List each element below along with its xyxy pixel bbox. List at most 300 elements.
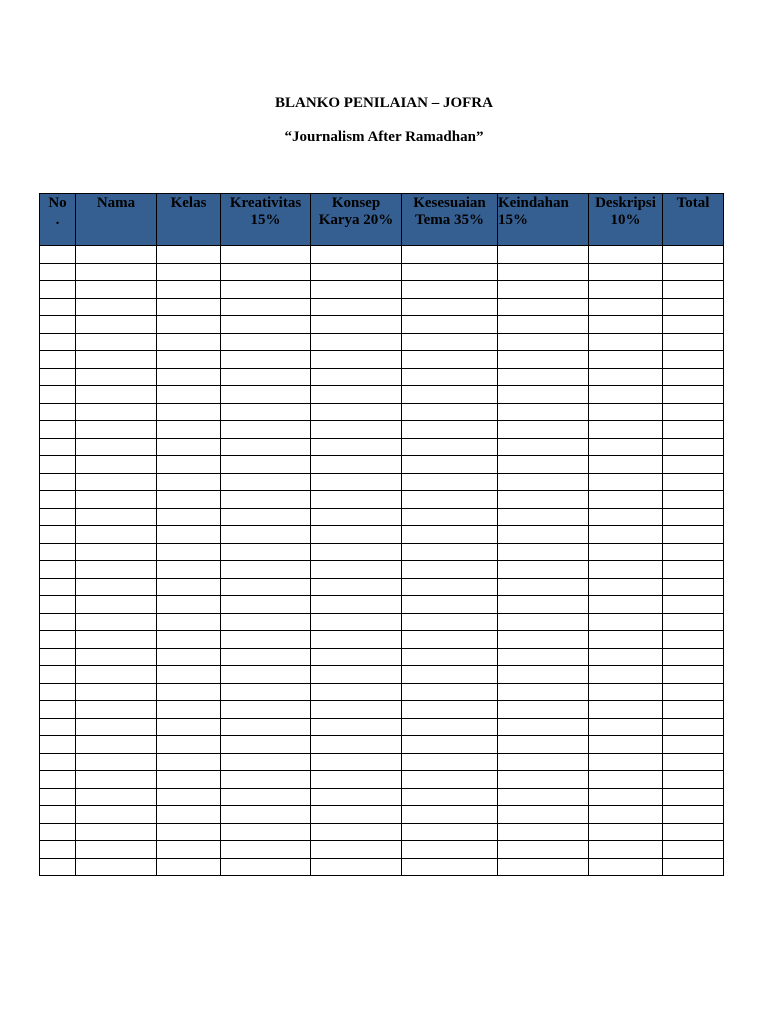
- table-cell[interactable]: [157, 368, 221, 386]
- table-cell[interactable]: [157, 263, 221, 281]
- table-cell[interactable]: [157, 771, 221, 789]
- table-cell[interactable]: [76, 368, 157, 386]
- table-cell[interactable]: [221, 771, 311, 789]
- table-cell[interactable]: [157, 578, 221, 596]
- table-cell[interactable]: [498, 333, 589, 351]
- table-cell[interactable]: [402, 421, 498, 439]
- table-cell[interactable]: [402, 386, 498, 404]
- table-cell[interactable]: [402, 648, 498, 666]
- table-cell[interactable]: [221, 596, 311, 614]
- table-cell[interactable]: [221, 823, 311, 841]
- table-cell[interactable]: [402, 456, 498, 474]
- table-cell[interactable]: [157, 596, 221, 614]
- table-cell[interactable]: [498, 806, 589, 824]
- table-cell[interactable]: [589, 298, 663, 316]
- table-cell[interactable]: [498, 718, 589, 736]
- table-cell[interactable]: [221, 701, 311, 719]
- table-cell[interactable]: [76, 543, 157, 561]
- table-cell[interactable]: [589, 263, 663, 281]
- table-cell[interactable]: [311, 596, 402, 614]
- table-cell[interactable]: [157, 421, 221, 439]
- table-cell[interactable]: [311, 613, 402, 631]
- table-cell[interactable]: [402, 753, 498, 771]
- table-cell[interactable]: [402, 596, 498, 614]
- table-cell[interactable]: [76, 578, 157, 596]
- table-cell[interactable]: [311, 753, 402, 771]
- table-cell[interactable]: [589, 666, 663, 684]
- table-cell[interactable]: [40, 473, 76, 491]
- table-cell[interactable]: [589, 543, 663, 561]
- table-cell[interactable]: [663, 403, 724, 421]
- table-cell[interactable]: [311, 526, 402, 544]
- table-cell[interactable]: [311, 648, 402, 666]
- table-cell[interactable]: [589, 526, 663, 544]
- table-cell[interactable]: [221, 736, 311, 754]
- table-cell[interactable]: [311, 351, 402, 369]
- table-cell[interactable]: [76, 736, 157, 754]
- table-cell[interactable]: [402, 473, 498, 491]
- table-cell[interactable]: [663, 788, 724, 806]
- table-cell[interactable]: [221, 351, 311, 369]
- table-cell[interactable]: [402, 438, 498, 456]
- table-cell[interactable]: [76, 753, 157, 771]
- table-cell[interactable]: [589, 316, 663, 334]
- table-cell[interactable]: [76, 351, 157, 369]
- table-cell[interactable]: [402, 316, 498, 334]
- table-cell[interactable]: [402, 508, 498, 526]
- table-cell[interactable]: [221, 473, 311, 491]
- table-cell[interactable]: [221, 368, 311, 386]
- table-cell[interactable]: [663, 543, 724, 561]
- table-cell[interactable]: [76, 456, 157, 474]
- table-cell[interactable]: [663, 316, 724, 334]
- table-cell[interactable]: [221, 841, 311, 859]
- table-cell[interactable]: [221, 263, 311, 281]
- table-cell[interactable]: [40, 456, 76, 474]
- table-cell[interactable]: [311, 246, 402, 264]
- table-cell[interactable]: [311, 263, 402, 281]
- table-cell[interactable]: [498, 351, 589, 369]
- table-cell[interactable]: [402, 858, 498, 876]
- table-cell[interactable]: [311, 368, 402, 386]
- table-cell[interactable]: [157, 788, 221, 806]
- table-cell[interactable]: [311, 386, 402, 404]
- table-cell[interactable]: [40, 648, 76, 666]
- table-cell[interactable]: [498, 701, 589, 719]
- table-cell[interactable]: [311, 578, 402, 596]
- table-cell[interactable]: [402, 281, 498, 299]
- table-cell[interactable]: [663, 386, 724, 404]
- table-cell[interactable]: [157, 403, 221, 421]
- table-cell[interactable]: [221, 421, 311, 439]
- table-cell[interactable]: [76, 858, 157, 876]
- table-cell[interactable]: [40, 736, 76, 754]
- table-cell[interactable]: [311, 771, 402, 789]
- table-cell[interactable]: [221, 666, 311, 684]
- table-cell[interactable]: [663, 806, 724, 824]
- table-cell[interactable]: [311, 701, 402, 719]
- table-cell[interactable]: [76, 718, 157, 736]
- table-cell[interactable]: [663, 456, 724, 474]
- table-cell[interactable]: [402, 333, 498, 351]
- table-cell[interactable]: [40, 631, 76, 649]
- table-cell[interactable]: [157, 543, 221, 561]
- table-cell[interactable]: [157, 736, 221, 754]
- table-cell[interactable]: [157, 753, 221, 771]
- table-cell[interactable]: [76, 473, 157, 491]
- table-cell[interactable]: [157, 858, 221, 876]
- table-cell[interactable]: [663, 578, 724, 596]
- table-cell[interactable]: [663, 613, 724, 631]
- table-cell[interactable]: [76, 316, 157, 334]
- table-cell[interactable]: [498, 421, 589, 439]
- table-cell[interactable]: [663, 298, 724, 316]
- table-cell[interactable]: [40, 526, 76, 544]
- table-cell[interactable]: [40, 421, 76, 439]
- table-cell[interactable]: [76, 281, 157, 299]
- table-cell[interactable]: [498, 648, 589, 666]
- table-cell[interactable]: [221, 578, 311, 596]
- table-cell[interactable]: [311, 736, 402, 754]
- table-cell[interactable]: [498, 753, 589, 771]
- table-cell[interactable]: [589, 456, 663, 474]
- table-cell[interactable]: [76, 526, 157, 544]
- table-cell[interactable]: [402, 736, 498, 754]
- table-cell[interactable]: [589, 491, 663, 509]
- table-cell[interactable]: [40, 298, 76, 316]
- table-cell[interactable]: [311, 858, 402, 876]
- table-cell[interactable]: [76, 246, 157, 264]
- table-cell[interactable]: [663, 368, 724, 386]
- table-cell[interactable]: [40, 263, 76, 281]
- table-cell[interactable]: [498, 263, 589, 281]
- table-cell[interactable]: [663, 491, 724, 509]
- table-cell[interactable]: [589, 508, 663, 526]
- table-cell[interactable]: [221, 491, 311, 509]
- table-cell[interactable]: [311, 316, 402, 334]
- table-cell[interactable]: [498, 841, 589, 859]
- table-cell[interactable]: [76, 333, 157, 351]
- table-cell[interactable]: [663, 631, 724, 649]
- table-cell[interactable]: [40, 403, 76, 421]
- table-cell[interactable]: [498, 438, 589, 456]
- table-cell[interactable]: [76, 683, 157, 701]
- table-cell[interactable]: [221, 806, 311, 824]
- table-cell[interactable]: [221, 316, 311, 334]
- table-cell[interactable]: [498, 823, 589, 841]
- table-cell[interactable]: [498, 771, 589, 789]
- table-cell[interactable]: [498, 596, 589, 614]
- table-cell[interactable]: [311, 456, 402, 474]
- table-cell[interactable]: [663, 561, 724, 579]
- table-cell[interactable]: [402, 263, 498, 281]
- table-cell[interactable]: [40, 806, 76, 824]
- table-cell[interactable]: [311, 561, 402, 579]
- table-cell[interactable]: [663, 736, 724, 754]
- table-cell[interactable]: [402, 631, 498, 649]
- table-cell[interactable]: [402, 298, 498, 316]
- table-cell[interactable]: [76, 631, 157, 649]
- table-cell[interactable]: [663, 701, 724, 719]
- table-cell[interactable]: [589, 473, 663, 491]
- table-cell[interactable]: [589, 858, 663, 876]
- table-cell[interactable]: [221, 508, 311, 526]
- table-cell[interactable]: [157, 701, 221, 719]
- table-cell[interactable]: [311, 631, 402, 649]
- table-cell[interactable]: [157, 316, 221, 334]
- table-cell[interactable]: [589, 281, 663, 299]
- table-cell[interactable]: [221, 543, 311, 561]
- table-cell[interactable]: [402, 683, 498, 701]
- table-cell[interactable]: [498, 298, 589, 316]
- table-cell[interactable]: [663, 438, 724, 456]
- table-cell[interactable]: [402, 246, 498, 264]
- table-cell[interactable]: [402, 823, 498, 841]
- table-cell[interactable]: [311, 491, 402, 509]
- table-cell[interactable]: [40, 718, 76, 736]
- table-cell[interactable]: [311, 823, 402, 841]
- table-cell[interactable]: [157, 473, 221, 491]
- table-cell[interactable]: [663, 648, 724, 666]
- table-cell[interactable]: [498, 246, 589, 264]
- table-cell[interactable]: [157, 561, 221, 579]
- table-cell[interactable]: [311, 543, 402, 561]
- table-cell[interactable]: [498, 736, 589, 754]
- table-cell[interactable]: [76, 561, 157, 579]
- table-cell[interactable]: [76, 841, 157, 859]
- table-cell[interactable]: [589, 788, 663, 806]
- table-cell[interactable]: [498, 491, 589, 509]
- table-cell[interactable]: [157, 526, 221, 544]
- table-cell[interactable]: [221, 631, 311, 649]
- table-cell[interactable]: [221, 298, 311, 316]
- table-cell[interactable]: [589, 771, 663, 789]
- table-cell[interactable]: [311, 298, 402, 316]
- table-cell[interactable]: [40, 596, 76, 614]
- table-cell[interactable]: [402, 771, 498, 789]
- table-cell[interactable]: [663, 841, 724, 859]
- table-cell[interactable]: [589, 333, 663, 351]
- table-cell[interactable]: [76, 613, 157, 631]
- table-cell[interactable]: [76, 666, 157, 684]
- table-cell[interactable]: [157, 281, 221, 299]
- table-cell[interactable]: [663, 823, 724, 841]
- table-cell[interactable]: [40, 578, 76, 596]
- table-cell[interactable]: [157, 806, 221, 824]
- table-cell[interactable]: [498, 526, 589, 544]
- table-cell[interactable]: [402, 613, 498, 631]
- table-cell[interactable]: [76, 298, 157, 316]
- table-cell[interactable]: [498, 316, 589, 334]
- table-cell[interactable]: [157, 718, 221, 736]
- table-cell[interactable]: [157, 666, 221, 684]
- table-cell[interactable]: [402, 666, 498, 684]
- table-cell[interactable]: [589, 841, 663, 859]
- table-cell[interactable]: [663, 351, 724, 369]
- table-cell[interactable]: [402, 841, 498, 859]
- table-cell[interactable]: [663, 858, 724, 876]
- table-cell[interactable]: [157, 648, 221, 666]
- table-cell[interactable]: [157, 298, 221, 316]
- table-cell[interactable]: [311, 841, 402, 859]
- table-cell[interactable]: [498, 543, 589, 561]
- table-cell[interactable]: [402, 561, 498, 579]
- table-cell[interactable]: [498, 631, 589, 649]
- table-cell[interactable]: [498, 456, 589, 474]
- table-cell[interactable]: [311, 473, 402, 491]
- table-cell[interactable]: [221, 753, 311, 771]
- table-cell[interactable]: [498, 473, 589, 491]
- table-cell[interactable]: [221, 858, 311, 876]
- table-cell[interactable]: [589, 631, 663, 649]
- table-cell[interactable]: [40, 701, 76, 719]
- table-cell[interactable]: [311, 718, 402, 736]
- table-cell[interactable]: [589, 421, 663, 439]
- table-cell[interactable]: [663, 683, 724, 701]
- table-cell[interactable]: [402, 491, 498, 509]
- table-cell[interactable]: [76, 771, 157, 789]
- table-cell[interactable]: [40, 316, 76, 334]
- table-cell[interactable]: [663, 718, 724, 736]
- table-cell[interactable]: [663, 473, 724, 491]
- table-cell[interactable]: [40, 508, 76, 526]
- table-cell[interactable]: [40, 753, 76, 771]
- table-cell[interactable]: [589, 806, 663, 824]
- table-cell[interactable]: [402, 578, 498, 596]
- table-cell[interactable]: [157, 456, 221, 474]
- table-cell[interactable]: [589, 683, 663, 701]
- table-cell[interactable]: [157, 438, 221, 456]
- table-cell[interactable]: [157, 823, 221, 841]
- table-cell[interactable]: [589, 753, 663, 771]
- table-cell[interactable]: [40, 368, 76, 386]
- table-cell[interactable]: [589, 613, 663, 631]
- table-cell[interactable]: [76, 648, 157, 666]
- table-cell[interactable]: [589, 403, 663, 421]
- table-cell[interactable]: [76, 806, 157, 824]
- table-cell[interactable]: [40, 491, 76, 509]
- table-cell[interactable]: [311, 333, 402, 351]
- table-cell[interactable]: [76, 421, 157, 439]
- table-cell[interactable]: [76, 596, 157, 614]
- table-cell[interactable]: [40, 788, 76, 806]
- table-cell[interactable]: [663, 281, 724, 299]
- table-cell[interactable]: [76, 386, 157, 404]
- table-cell[interactable]: [311, 806, 402, 824]
- table-cell[interactable]: [221, 561, 311, 579]
- table-cell[interactable]: [221, 403, 311, 421]
- table-cell[interactable]: [311, 403, 402, 421]
- table-cell[interactable]: [221, 718, 311, 736]
- table-cell[interactable]: [40, 823, 76, 841]
- table-cell[interactable]: [498, 508, 589, 526]
- table-cell[interactable]: [221, 333, 311, 351]
- table-cell[interactable]: [663, 508, 724, 526]
- table-cell[interactable]: [498, 368, 589, 386]
- table-cell[interactable]: [40, 666, 76, 684]
- table-cell[interactable]: [402, 351, 498, 369]
- table-cell[interactable]: [157, 508, 221, 526]
- table-cell[interactable]: [157, 246, 221, 264]
- table-cell[interactable]: [402, 718, 498, 736]
- table-cell[interactable]: [76, 508, 157, 526]
- table-cell[interactable]: [221, 526, 311, 544]
- table-cell[interactable]: [402, 701, 498, 719]
- table-cell[interactable]: [663, 596, 724, 614]
- table-cell[interactable]: [311, 438, 402, 456]
- table-cell[interactable]: [663, 263, 724, 281]
- table-cell[interactable]: [663, 753, 724, 771]
- table-cell[interactable]: [221, 246, 311, 264]
- table-cell[interactable]: [40, 771, 76, 789]
- table-cell[interactable]: [402, 543, 498, 561]
- table-cell[interactable]: [40, 351, 76, 369]
- table-cell[interactable]: [157, 491, 221, 509]
- table-cell[interactable]: [663, 421, 724, 439]
- table-cell[interactable]: [221, 386, 311, 404]
- table-cell[interactable]: [663, 666, 724, 684]
- table-cell[interactable]: [402, 806, 498, 824]
- table-cell[interactable]: [157, 683, 221, 701]
- table-cell[interactable]: [40, 841, 76, 859]
- table-cell[interactable]: [498, 281, 589, 299]
- table-cell[interactable]: [221, 788, 311, 806]
- table-cell[interactable]: [498, 561, 589, 579]
- table-cell[interactable]: [311, 281, 402, 299]
- table-cell[interactable]: [157, 841, 221, 859]
- table-cell[interactable]: [589, 736, 663, 754]
- table-cell[interactable]: [663, 526, 724, 544]
- table-cell[interactable]: [221, 438, 311, 456]
- table-cell[interactable]: [311, 666, 402, 684]
- table-cell[interactable]: [157, 613, 221, 631]
- table-cell[interactable]: [76, 823, 157, 841]
- table-cell[interactable]: [40, 858, 76, 876]
- table-cell[interactable]: [311, 683, 402, 701]
- table-cell[interactable]: [402, 368, 498, 386]
- table-cell[interactable]: [589, 701, 663, 719]
- table-cell[interactable]: [498, 613, 589, 631]
- table-cell[interactable]: [402, 526, 498, 544]
- table-cell[interactable]: [221, 613, 311, 631]
- table-cell[interactable]: [40, 543, 76, 561]
- table-cell[interactable]: [157, 631, 221, 649]
- table-cell[interactable]: [76, 491, 157, 509]
- table-cell[interactable]: [40, 281, 76, 299]
- table-cell[interactable]: [40, 561, 76, 579]
- table-cell[interactable]: [40, 246, 76, 264]
- table-cell[interactable]: [589, 596, 663, 614]
- table-cell[interactable]: [589, 718, 663, 736]
- table-cell[interactable]: [76, 438, 157, 456]
- table-cell[interactable]: [402, 403, 498, 421]
- table-cell[interactable]: [663, 246, 724, 264]
- table-cell[interactable]: [498, 858, 589, 876]
- table-cell[interactable]: [40, 438, 76, 456]
- table-cell[interactable]: [498, 386, 589, 404]
- table-cell[interactable]: [76, 263, 157, 281]
- table-cell[interactable]: [311, 788, 402, 806]
- table-cell[interactable]: [663, 771, 724, 789]
- table-cell[interactable]: [498, 403, 589, 421]
- table-cell[interactable]: [76, 403, 157, 421]
- table-cell[interactable]: [157, 333, 221, 351]
- table-cell[interactable]: [157, 386, 221, 404]
- table-cell[interactable]: [221, 648, 311, 666]
- table-cell[interactable]: [589, 578, 663, 596]
- table-cell[interactable]: [589, 351, 663, 369]
- table-cell[interactable]: [498, 666, 589, 684]
